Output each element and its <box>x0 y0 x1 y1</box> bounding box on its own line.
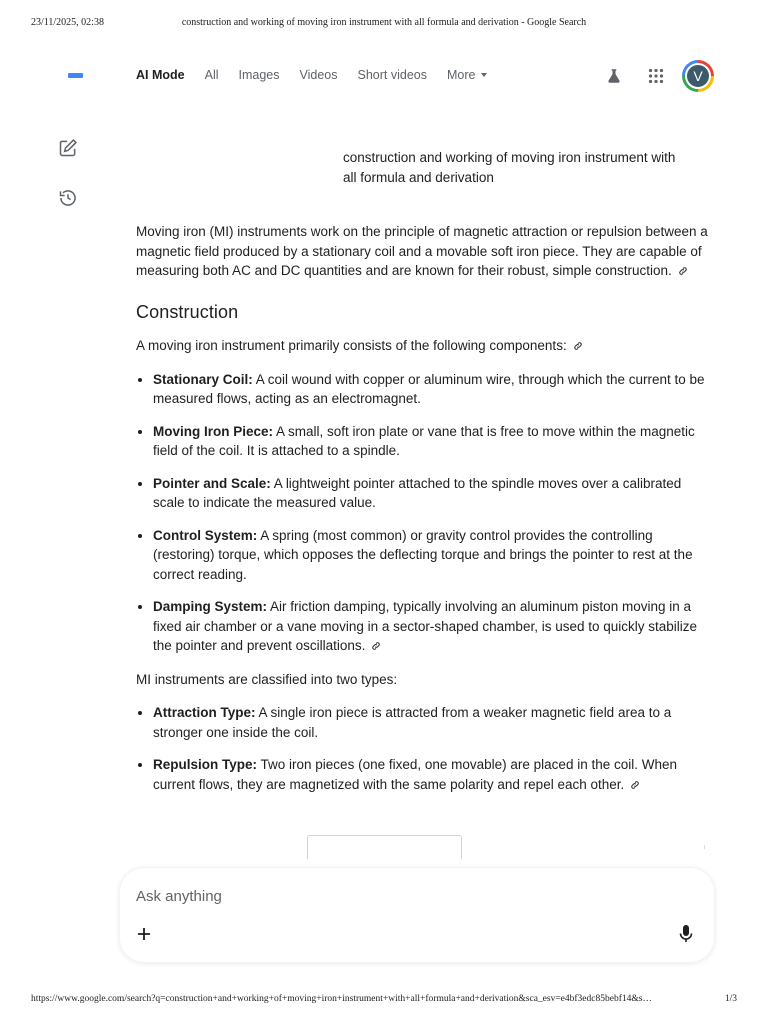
components-intro-text: A moving iron instrument primarily consists of the following components: <box>136 338 567 353</box>
item-term: Stationary Coil: <box>153 371 253 387</box>
item-term: Control System: <box>153 527 258 543</box>
avatar[interactable] <box>682 60 714 92</box>
tab-more[interactable] <box>447 68 487 82</box>
item-text: A small, soft iron plate or vane that is free to move within the magnetic field of the coil. It is attached to a spindle. <box>153 423 695 458</box>
print-datetime: 23/11/2025, 02:38 <box>31 17 104 28</box>
link-icon[interactable] <box>678 266 688 276</box>
list-item <box>136 526 708 585</box>
tab-videos[interactable]: Videos <box>299 68 338 82</box>
list-item <box>136 474 708 513</box>
account-toolbar <box>602 60 714 92</box>
tab-all[interactable]: All <box>204 68 219 82</box>
components-list <box>136 370 708 656</box>
construction-heading: Construction <box>136 301 239 322</box>
page-number: 1/3 <box>724 994 737 1004</box>
item-text: A lightweight pointer attached to the spindle moves over a calibrated scale to indicate the measured value. <box>153 475 682 510</box>
intro-paragraph <box>136 222 708 281</box>
search-tabs <box>136 66 507 84</box>
intro-text: Moving iron (MI) instruments work on the principle of magnetic attraction or repulsion between a magnetic field produced by a stationary coil and a movable soft iron piece. They are capable of measuring both AC and DC quantities and are known for their robust, simple construction. <box>136 224 708 278</box>
tab-ai-mode[interactable]: AI Mode <box>136 68 185 82</box>
avatar-letter: V <box>685 63 711 89</box>
partial-media-card <box>307 835 462 859</box>
ask-box <box>120 868 714 962</box>
user-query: construction and working of moving iron instrument with all formula and derivation <box>343 150 676 185</box>
ask-input[interactable] <box>136 886 656 906</box>
caret-down-icon <box>481 73 487 77</box>
labs-flask-icon[interactable] <box>602 64 626 88</box>
list-item <box>136 597 708 656</box>
edit-icon[interactable] <box>57 137 79 159</box>
tab-more-label: More <box>447 68 476 82</box>
ai-response <box>136 222 708 808</box>
item-term: Moving Iron Piece: <box>153 423 274 439</box>
item-term: Damping System: <box>153 599 268 614</box>
types-intro: MI instruments are classified into two types: <box>136 671 398 687</box>
list-item <box>136 755 708 794</box>
list-item <box>136 422 708 461</box>
print-url: https://www.google.com/search?q=construction+and+working+of+moving+iron+instrument+with+all+formula+and+derivation&sca_esv=e4bf3edc85bebf14&s… <box>31 994 652 1004</box>
item-text: Air friction damping, typically involving an aluminum piston moving in a fixed air chamber or a vane moving in a sector-shaped chamber, is used to quickly stabilize the pointer and prevent oscillations. <box>153 599 698 653</box>
link-icon[interactable] <box>371 641 381 651</box>
item-term: Attraction Type: <box>153 705 256 720</box>
types-list <box>136 703 708 794</box>
print-title: construction and working of moving iron instrument with all formula and derivation - Google Search <box>181 17 587 28</box>
components-intro <box>136 336 708 356</box>
item-term: Pointer and Scale: <box>153 475 271 491</box>
plus-icon[interactable] <box>134 924 154 944</box>
item-text: A coil wound with copper or aluminum wire, through which the current to be measured flows, acting as an electromagnet. <box>153 371 705 406</box>
link-icon[interactable] <box>573 341 583 351</box>
link-icon[interactable] <box>630 780 640 790</box>
print-header <box>0 17 768 31</box>
item-text: A single iron piece is attracted from a weaker magnetic field area to a stronger one inside the coil. <box>153 705 672 740</box>
item-text: Two iron pieces (one fixed, one movable) are placed in the coil. When current flows, they are magnetized with the same polarity and repel each other. <box>153 757 677 792</box>
list-item <box>136 703 708 742</box>
google-logo[interactable] <box>68 73 83 78</box>
history-icon[interactable] <box>57 187 79 209</box>
list-item <box>136 370 708 409</box>
divider <box>704 845 705 849</box>
apps-grid-icon[interactable] <box>644 64 668 88</box>
tab-short-videos[interactable]: Short videos <box>357 68 427 82</box>
tab-images[interactable]: Images <box>238 68 280 82</box>
item-term: Repulsion Type: <box>153 757 258 772</box>
item-text: A spring (most common) or gravity control provides the controlling (restoring) torque, which opposes the deflecting torque and brings the pointer to rest at the correct reading. <box>153 527 693 582</box>
mic-icon[interactable] <box>676 924 696 944</box>
